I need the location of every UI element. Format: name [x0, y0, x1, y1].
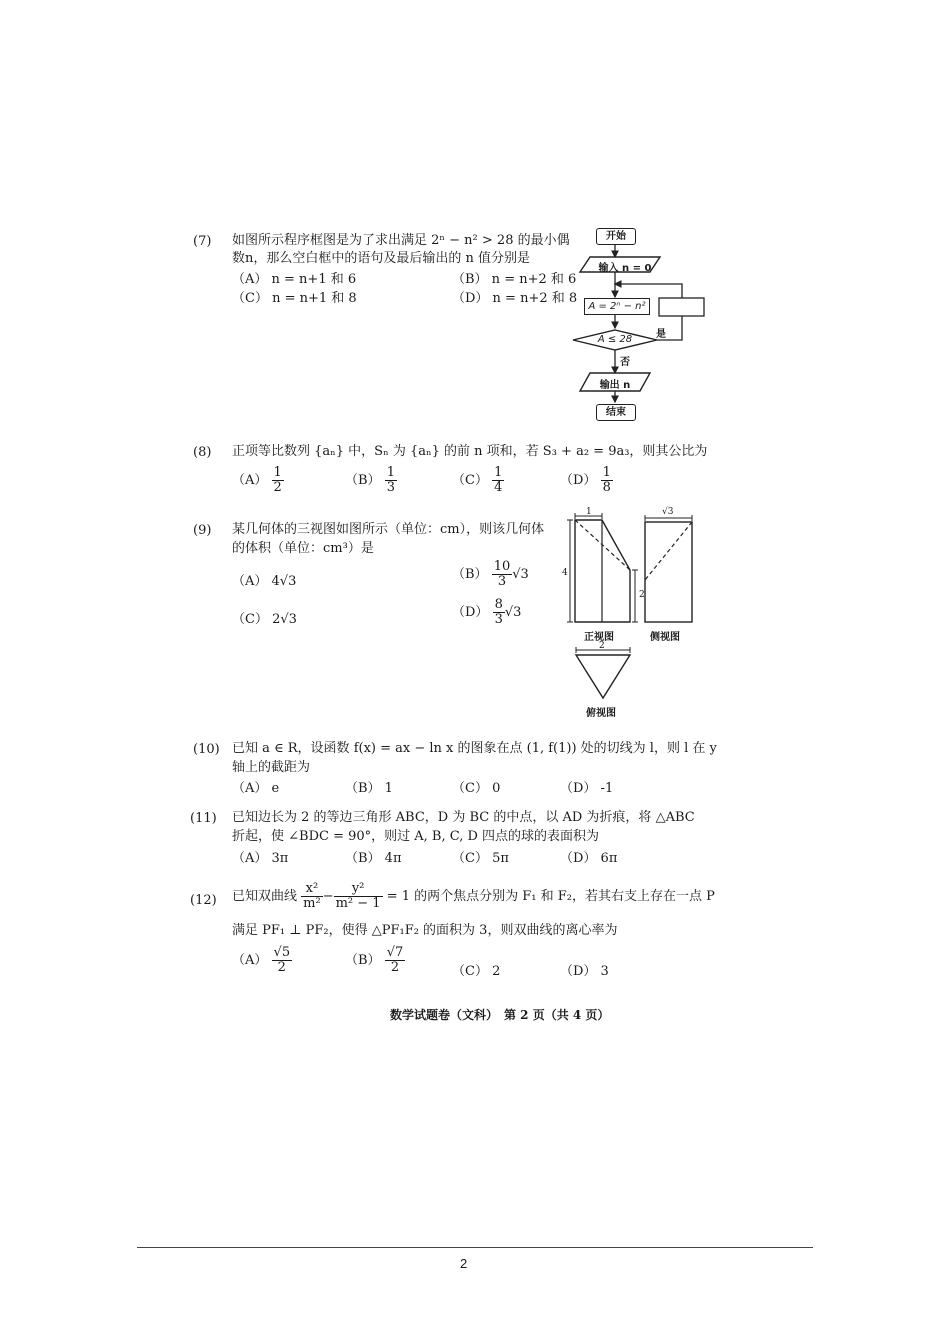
q7-option-d: （D） n = n+2 和 8 — [452, 291, 578, 306]
q12-fraction-x — [301, 882, 323, 911]
q8-number: (8) — [193, 445, 212, 460]
q8-option-a-fraction — [272, 466, 284, 495]
q12-suffix: = 1 的两个焦点分别为 F₁ 和 F₂，若其右支上存在一点 P — [386, 889, 715, 904]
q9-number: (9) — [193, 523, 212, 538]
frac-numerator: 1 — [273, 465, 282, 480]
q9-option-a: （A） 4√3 — [232, 574, 297, 589]
q8-option-c-label: （C） — [452, 473, 488, 488]
flow-start-box: 开始 — [596, 228, 636, 245]
top-view-label: 俯视图 — [586, 708, 616, 719]
three-view-drawing — [560, 510, 705, 725]
q11-option-c: （C） 5π — [452, 851, 509, 866]
frac-numerator: 8 — [494, 597, 503, 612]
frac-numerator: √5 — [273, 945, 291, 960]
q10-option-a: （A） e — [232, 781, 280, 796]
frac-denominator: 4 — [494, 480, 503, 495]
q12-fraction-y — [334, 882, 383, 911]
front-view-label: 正视图 — [584, 632, 614, 643]
frac-numerator: √7 — [386, 945, 404, 960]
q9-option-d-fraction — [493, 598, 505, 627]
frac-numerator: 1 — [602, 465, 611, 480]
q9-line1: 某几何体的三视图如图所示（单位：cm），则该几何体 — [232, 522, 545, 537]
q12-line1 — [232, 882, 715, 911]
frac-denominator: 2 — [273, 480, 282, 495]
q7-option-a: （A） n = n+1 和 6 — [232, 272, 357, 287]
frac-numerator: 1 — [494, 465, 503, 480]
frac-denominator: 2 — [277, 960, 286, 975]
q10-line1: 已知 a ∈ R，设函数 f(x) = ax − ln x 的图象在点 (1, f(1)) 处的切线为 l，则 l 在 y — [232, 741, 717, 756]
q9-line2: 的体积（单位：cm³）是 — [232, 541, 374, 556]
q8-option-b — [345, 466, 397, 495]
side-view-label: 侧视图 — [650, 632, 680, 643]
flow-output-label: 输出 n — [599, 380, 631, 391]
dim-label-4: 4 — [562, 568, 568, 578]
q9-option-b — [452, 560, 529, 589]
q12-option-a-label: （A） — [232, 953, 268, 968]
dim-label-2-horizontal: 2 — [599, 641, 605, 651]
flow-no-label: 否 — [620, 357, 630, 368]
q12-line2: 满足 PF₁ ⊥ PF₂，使得 △PF₁F₂ 的面积为 3，则双曲线的离心率为 — [232, 923, 618, 938]
q9-option-d — [452, 598, 521, 627]
frac-numerator: 10 — [493, 559, 511, 574]
q12-option-b — [345, 946, 405, 975]
exam-footer: 数学试题卷（文科） 第 2 页（共 4 页） — [390, 1008, 610, 1022]
q11-option-a: （A） 3π — [232, 851, 289, 866]
frac-denominator: 3 — [494, 612, 503, 627]
q7-line2: 数n，那么空白框中的语句及最后输出的 n 值分别是 — [232, 251, 531, 266]
q8-option-d — [560, 466, 613, 495]
q8-option-d-fraction — [601, 466, 613, 495]
dim-label-sqrt3: √3 — [662, 507, 674, 517]
q9-three-view-figure — [560, 507, 705, 725]
flow-end-box: 结束 — [596, 404, 636, 421]
q12-option-d: （D） 3 — [560, 964, 609, 979]
frac-denominator: m² — [303, 896, 321, 911]
q10-option-b: （B） 1 — [345, 781, 393, 796]
q12-prefix: 已知双曲线 — [232, 889, 298, 904]
frac-denominator: 2 — [390, 960, 400, 975]
q9-option-b-fraction — [492, 560, 513, 589]
q10-option-d: （D） -1 — [560, 781, 614, 796]
q9-option-d-label: （D） — [452, 605, 489, 620]
frac-denominator: 8 — [602, 480, 611, 495]
flow-condition-label: A ≤ 28 — [597, 334, 633, 345]
q11-option-b: （B） 4π — [345, 851, 402, 866]
flow-input-label: 输入 n = 0 — [598, 263, 652, 274]
q9-option-b-sqrt: √3 — [512, 567, 529, 582]
q11-number: (11) — [190, 811, 217, 826]
q10-number: (10) — [193, 742, 220, 757]
q8-option-b-fraction — [385, 466, 397, 495]
q9-option-c: （C） 2√3 — [232, 612, 297, 627]
q8-text: 正项等比数列 {aₙ} 中，Sₙ 为 {aₙ} 的前 n 项和，若 S₃ + a₂ = 9a₃，则其公比为 — [232, 444, 708, 459]
frac-denominator: 3 — [497, 574, 507, 589]
q12-option-a-fraction — [272, 946, 293, 975]
q10-option-c: （C） 0 — [452, 781, 501, 796]
q8-option-b-label: （B） — [345, 473, 381, 488]
q7-flowchart — [570, 222, 710, 427]
frac-denominator: 3 — [386, 480, 395, 495]
q12-option-a — [232, 946, 292, 975]
frac-numerator: x² — [301, 882, 323, 897]
flowchart-connectors — [570, 222, 710, 427]
q10-line2: 轴上的截距为 — [232, 760, 311, 775]
q7-option-c: （C） n = n+1 和 8 — [232, 291, 357, 306]
q12-number: (12) — [190, 893, 217, 908]
q7-line1: 如图所示程序框图是为了求出满足 2ⁿ − n² > 28 的最小偶 — [232, 233, 570, 248]
q8-option-d-label: （D） — [560, 473, 597, 488]
q12-option-b-fraction — [385, 946, 406, 975]
frac-numerator: 1 — [386, 465, 395, 480]
q11-line2: 折起，使 ∠BDC = 90°，则过 A, B, C, D 四点的球的表面积为 — [232, 829, 600, 844]
q11-line1: 已知边长为 2 的等边三角形 ABC，D 为 BC 的中点，以 AD 为折痕，将 △ABC — [232, 810, 695, 825]
q12-minus: − — [322, 889, 334, 904]
frac-numerator: y² — [334, 882, 383, 897]
q7-option-b: （B） n = n+2 和 6 — [452, 272, 577, 287]
dim-label-2-vertical: 2 — [639, 590, 645, 600]
page-number: 2 — [460, 1256, 468, 1271]
flow-assign-box: A = 2ⁿ − n² — [584, 298, 650, 315]
q12-option-b-label: （B） — [345, 953, 381, 968]
dim-label-1: 1 — [586, 507, 592, 517]
q9-option-d-sqrt: √3 — [504, 605, 522, 620]
q9-option-b-label: （B） — [452, 567, 488, 582]
q11-option-d: （D） 6π — [560, 851, 618, 866]
flow-yes-label: 是 — [656, 329, 666, 340]
page-divider — [137, 1247, 813, 1248]
q8-option-c-fraction — [492, 466, 504, 495]
q8-option-a-label: （A） — [232, 473, 268, 488]
q8-option-c — [452, 466, 504, 495]
q8-option-a — [232, 466, 284, 495]
frac-denominator: m² − 1 — [335, 896, 381, 911]
q12-option-c: （C） 2 — [452, 964, 501, 979]
q7-number: (7) — [193, 234, 212, 249]
